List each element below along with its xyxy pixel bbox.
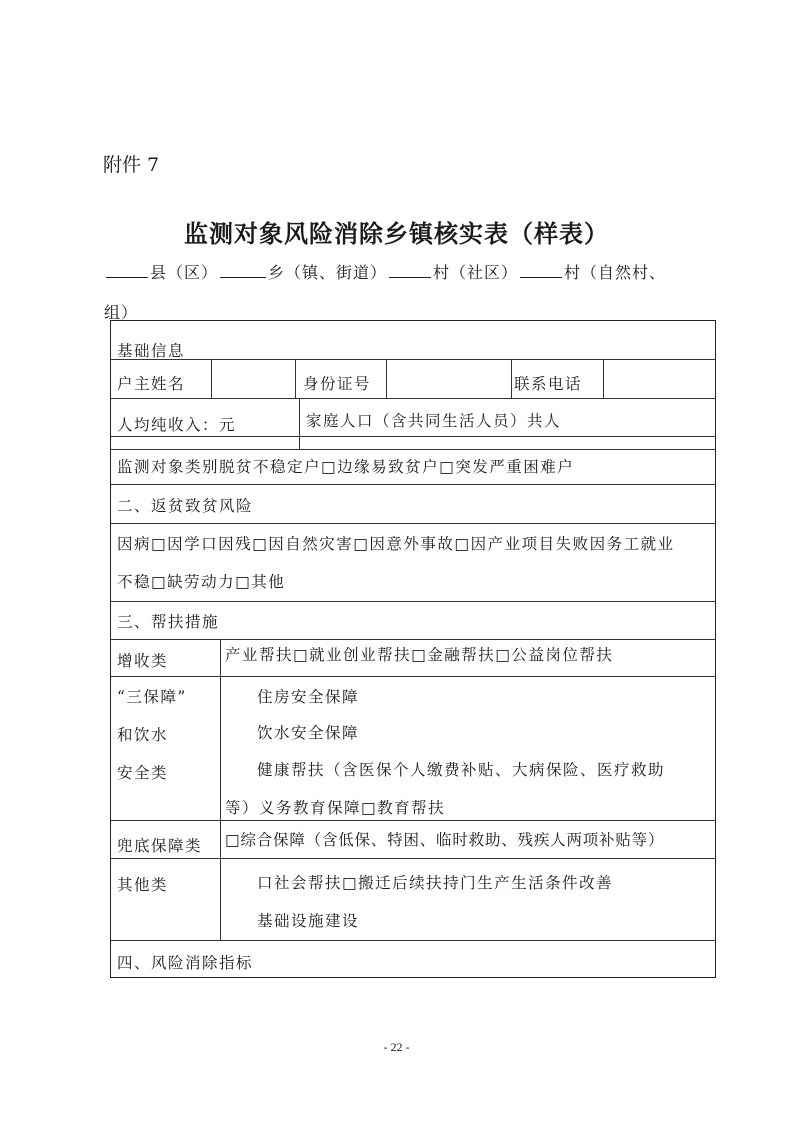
row-divider [111, 940, 715, 941]
health-support-option[interactable]: 健康帮扶（含医保个人缴费补贴、大病保险、医疗救助 [257, 761, 666, 779]
infrastructure-option[interactable]: 基础设施建设 [257, 912, 360, 930]
income-category-label: 增收类 [117, 652, 169, 670]
per-capita-income-label[interactable]: 人均纯收入：元 [117, 416, 237, 434]
attachment-label: 附件 7 [103, 154, 160, 176]
col-divider [295, 359, 296, 398]
township-blank[interactable] [220, 263, 266, 278]
family-size-label[interactable]: 家庭人口（含共同生活人员）共人 [306, 412, 562, 430]
row-divider [111, 820, 715, 821]
page-title: 监测对象风险消除乡镇核实表（样表） [184, 219, 609, 248]
location-line [104, 260, 666, 283]
three-guarantee-label-1: “三保障” [117, 688, 187, 706]
col-divider [511, 359, 512, 398]
row-divider [111, 639, 715, 640]
row-divider [111, 436, 715, 437]
col-divider [220, 639, 221, 940]
row-divider [111, 484, 715, 485]
householder-name-field[interactable] [217, 366, 289, 392]
row-divider [111, 523, 715, 524]
water-security-option[interactable]: 饮水安全保障 [257, 724, 360, 742]
three-guarantee-label-2: 和饮水 [117, 726, 169, 744]
basic-info-heading: 基础信息 [117, 342, 186, 360]
group-label: 组） [104, 303, 139, 322]
section-4-heading: 四、风险消除指标 [117, 954, 254, 972]
natural-village-label: 村（自然村、 [564, 263, 667, 282]
township-label: 乡（镇、街道） [268, 263, 388, 282]
verification-form [110, 320, 716, 978]
col-divider [299, 398, 300, 449]
phone-field[interactable] [609, 366, 709, 392]
page-number: - 22 - [383, 1040, 410, 1054]
county-label: 县（区） [150, 263, 219, 282]
row-divider [111, 359, 715, 360]
safety-net-options[interactable]: □综合保障（含低保、特困、临时救助、残疾人两项补贴等） [225, 831, 665, 849]
monitor-category-options[interactable]: 监测对象类别脱贫不稳定户□边缘易致贫户□突发严重困难户 [117, 458, 575, 476]
row-divider [111, 601, 715, 602]
col-divider [603, 359, 604, 398]
col-divider [211, 359, 212, 398]
village-blank[interactable] [389, 263, 431, 278]
row-divider [111, 398, 715, 399]
income-measure-options[interactable]: 产业帮扶□就业创业帮扶□金融帮扶□公益岗位帮扶 [225, 646, 614, 664]
id-number-label: 身份证号 [303, 375, 372, 393]
row-divider [111, 858, 715, 859]
other-category-label: 其他类 [117, 876, 169, 894]
section-3-heading: 三、帮扶措施 [117, 613, 220, 631]
col-divider [386, 359, 387, 398]
section-2-heading: 二、返贫致贫风险 [117, 497, 254, 515]
three-guarantee-label-3: 安全类 [117, 764, 169, 782]
id-number-field[interactable] [392, 366, 504, 392]
other-measure-options[interactable]: 口社会帮扶□搬迁后续扶持门生产生活条件改善 [257, 874, 614, 892]
county-blank[interactable] [106, 263, 148, 278]
village-label: 村（社区） [433, 263, 519, 282]
row-divider [111, 676, 715, 677]
safety-net-label: 兜底保障类 [117, 837, 203, 855]
risk-options-line-1[interactable]: 因病□因学口因残□因自然灾害□因意外事故□因产业项目失败因务工就业 [117, 535, 675, 553]
householder-name-label: 户主姓名 [117, 375, 186, 393]
row-divider [111, 449, 715, 450]
risk-options-line-2[interactable]: 不稳□缺劳动力□其他 [117, 573, 286, 591]
housing-security-option[interactable]: 住房安全保障 [257, 688, 360, 706]
phone-label: 联系电话 [514, 375, 583, 393]
education-support-options[interactable]: 等）义务教育保障□教育帮扶 [225, 799, 446, 817]
natural-village-blank[interactable] [520, 263, 562, 278]
